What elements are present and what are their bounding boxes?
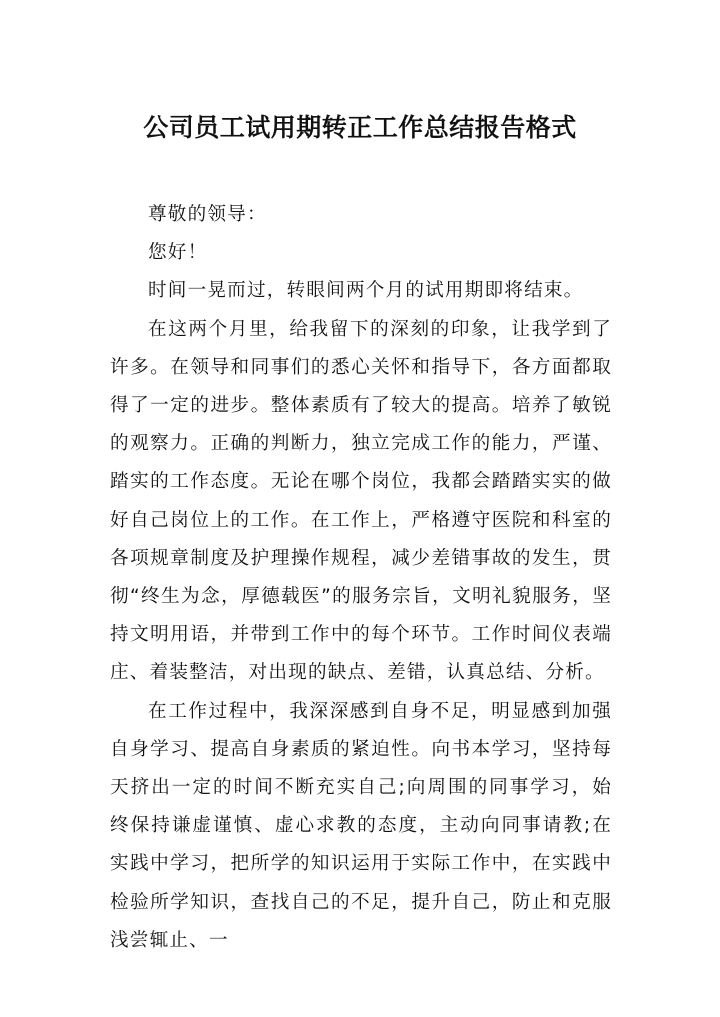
salutation: 尊敬的领导： [148, 204, 267, 225]
document-body [110, 196, 612, 960]
paragraph-intro: 时间一晃而过，转眼间两个月的试用期即将结束。 [148, 280, 584, 302]
paragraph-shortcomings: 在工作过程中，我深深感到自身不足，明显感到加强自身学习、提高自身素质的紧迫性。向书本学习，坚持每天挤出一定的时间不断充实自己;向周围的同事学习，始终保持谦虚谨慎、虚心求教的态度，主动向同事请教;在实践中学习，把所学的知识运用于实际工作中，在实践中检验所学知识，查找自己的不足，提升自己，防止和克服浅尝辄止、一 [110, 700, 612, 951]
document-title: 公司员工试用期转正工作总结报告格式 [143, 113, 577, 142]
paragraph-experience: 在这两个月里，给我留下的深刻的印象，让我学到了许多。在领导和同事们的悉心关怀和指导下，各方面都取得了一定的进步。整体素质有了较大的提高。培养了敏锐的观察力。正确的判断力，独立完成工作的能力，严谨、踏实的工作态度。无论在哪个岗位，我都会踏踏实实的做好自己岗位上的工作。在工作上，严格遵守医院和科室的各项规章制度及护理操作规程，减少差错事故的发生，贯彻“终生为念，厚德载医”的服务宗旨，文明礼貌服务，坚持文明用语，并带到工作中的每个环节。工作时间仪表端庄、着装整洁，对出现的缺点、差错，认真总结、分析。 [110, 318, 612, 684]
greeting: 您好！ [148, 242, 208, 264]
